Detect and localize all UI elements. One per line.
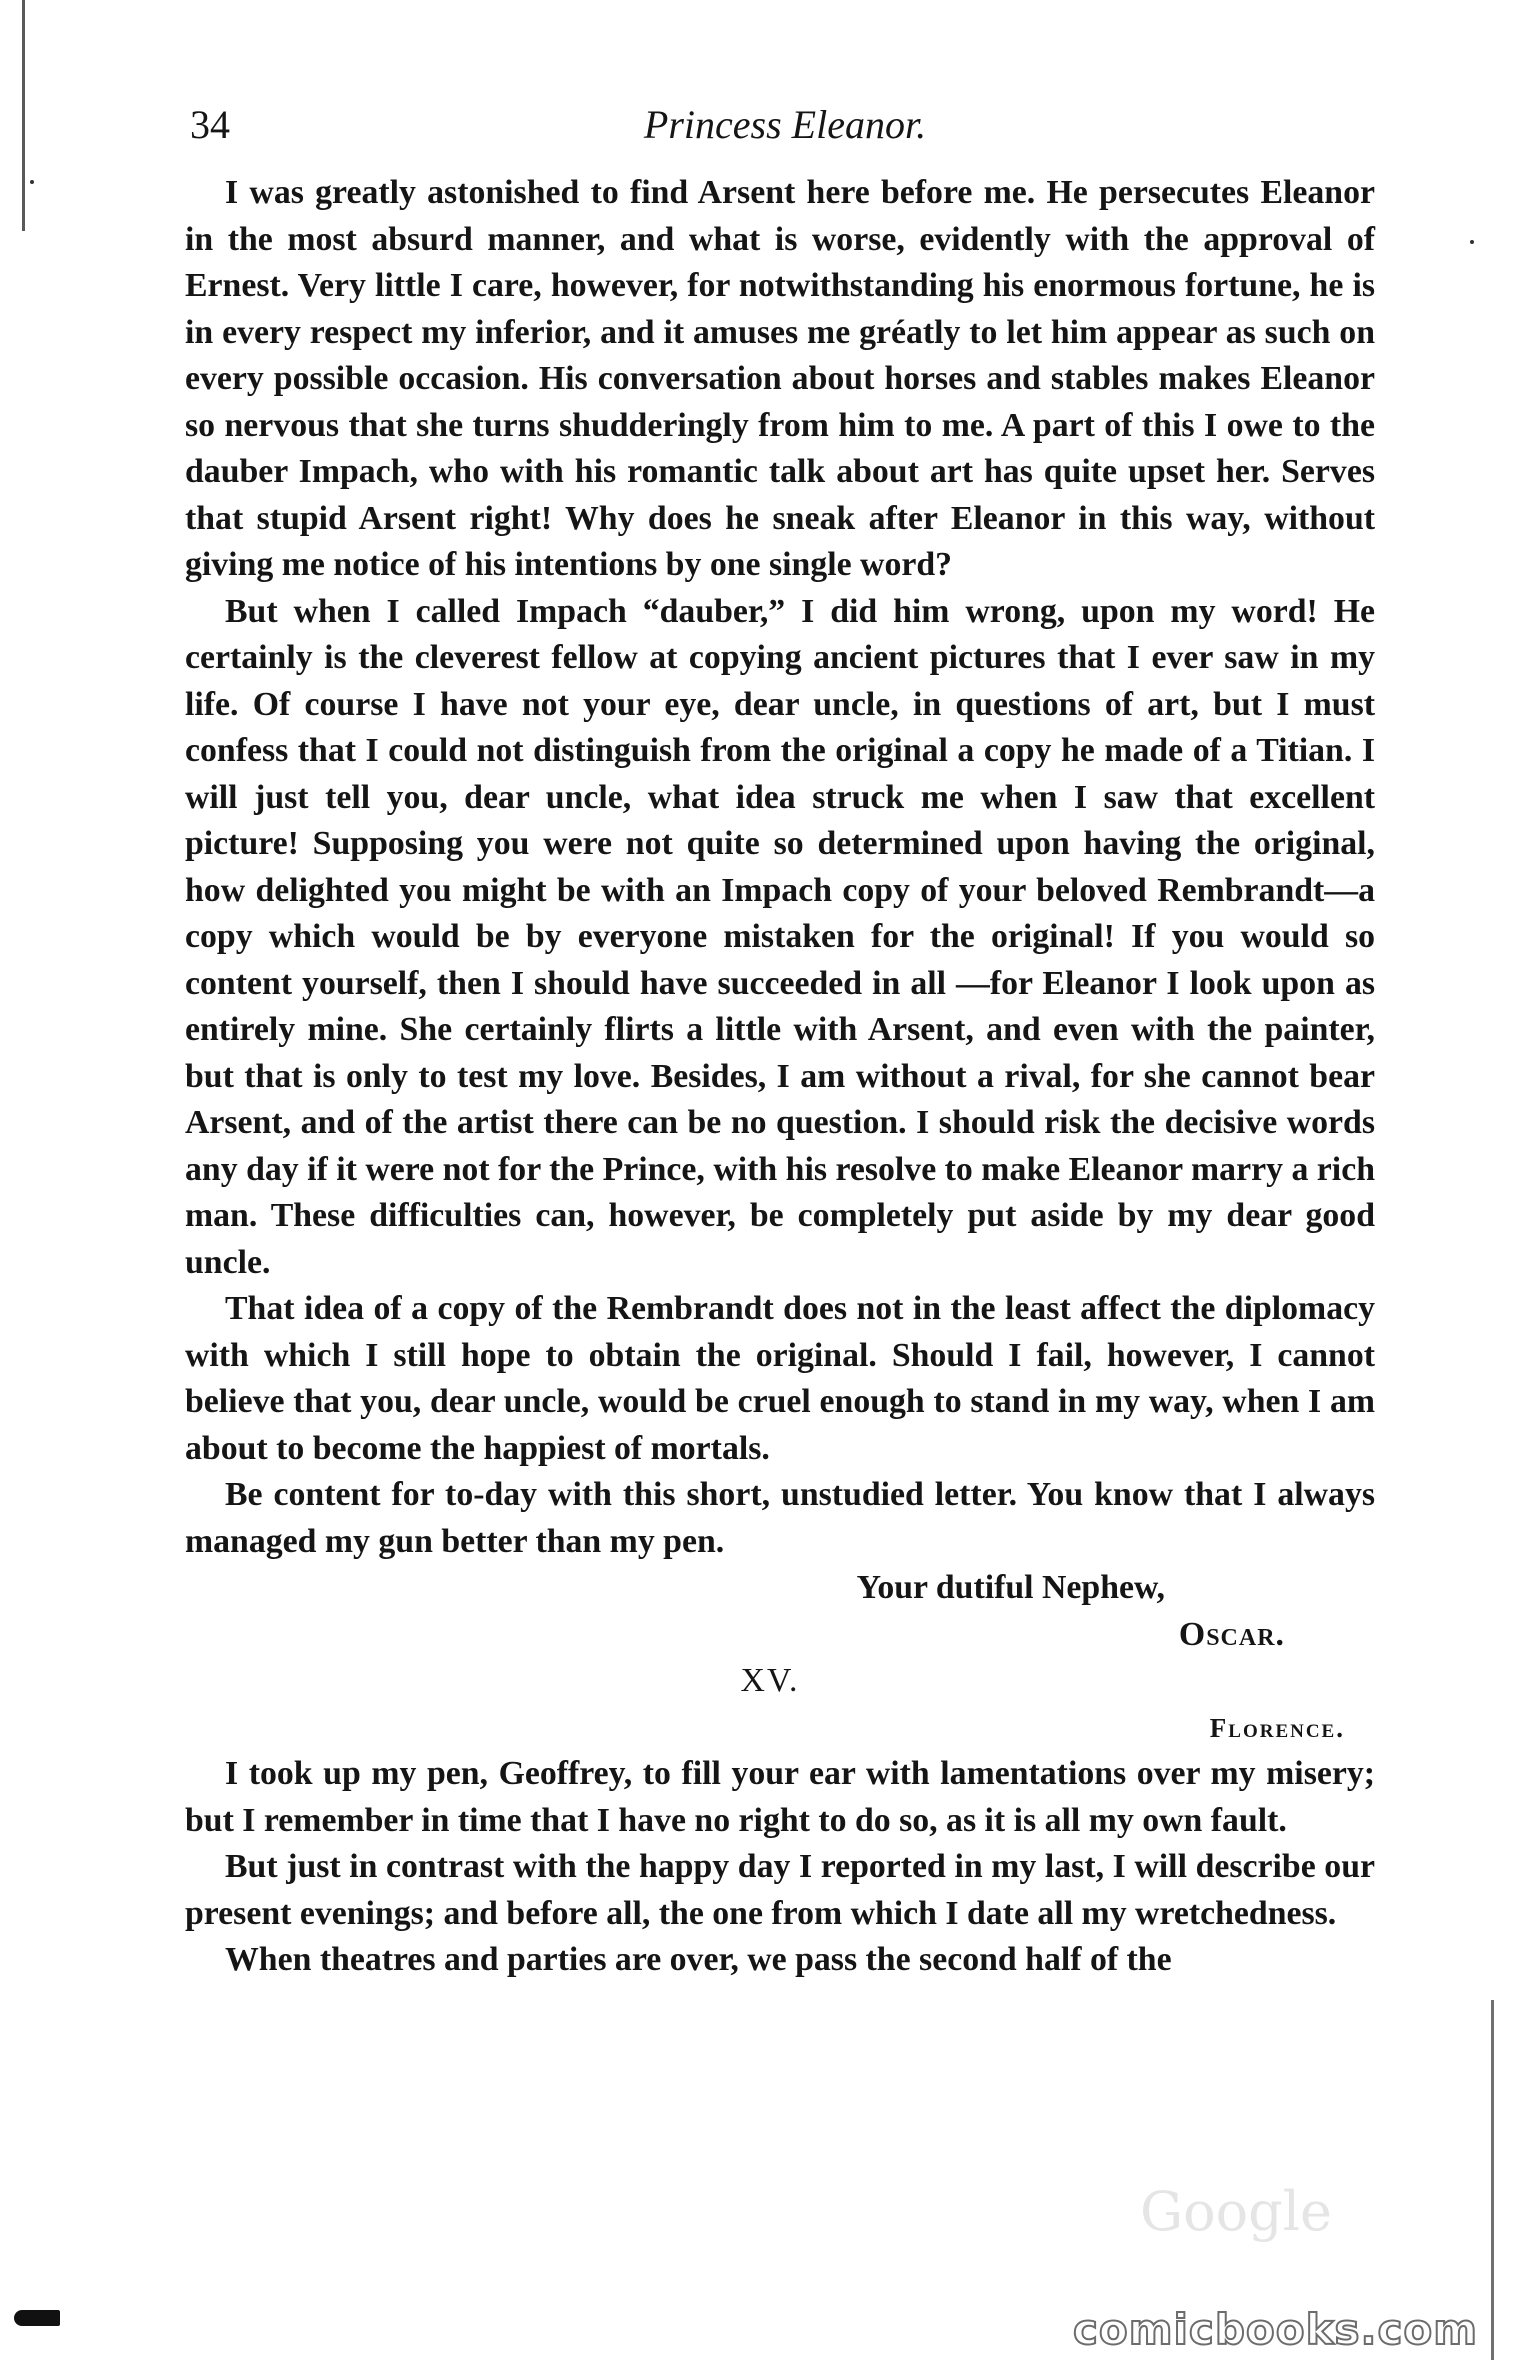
scan-speck bbox=[1470, 240, 1474, 244]
page-header bbox=[190, 95, 1380, 155]
paragraph: Be content for to-day with this short, unstudied letter. You know that I always managed my gun better than my pen. bbox=[185, 1476, 1375, 1560]
section-heading: XV. bbox=[740, 1662, 800, 1699]
paragraph: That idea of a copy of the Rembrandt does not in the least affect the diplomacy with which I still hope to obtain the original. Should I fail, however, I cannot believe that you, dear uncle, would be cruel enough to stand in my way, when I am about to become the happiest of mortals. bbox=[185, 1290, 1375, 1467]
page-binding-edge bbox=[22, 0, 25, 330]
watermark: comicbooks.com bbox=[1073, 2305, 1478, 2354]
paragraph: But when I called Impach “dauber,” I did him wrong, upon my word! He certainly is the cleverest fellow at copying ancient pictures that I ever saw in my life. Of course I have not your eye, dear uncle, in questions of art, but I must confess that I could not distinguish from the original a copy he made of a Titian. I will just tell you, dear uncle, what idea struck me when I saw that excellent picture! Supposing you were not quite so determined upon having the original, how delighted you might be with an Impach copy of your beloved Rembrandt—a copy which would be by everyone mistaken for the original! If you would so content yourself, then I should have succeeded in all —for Eleanor I look upon as entirely mine. She certainly flirts a little with Arsent, and even with the painter, but that is only to test my love. Besides, I am without a rival, for she cannot bear Arsent, and of the artist there can be no question. I should risk the decisive words any day if it were not for the Prince, with his resolve to make Eleanor marry a rich man. These difficulties can, however, be completely put aside by my dear good uncle. bbox=[185, 592, 1375, 1281]
paragraph: I took up my pen, Geoffrey, to fill your ear with lamentations over my misery; but I remember in time that I have no right to do so, as it is all my own fault. bbox=[185, 1755, 1375, 1839]
letter-signature: Oscar. bbox=[1178, 1615, 1285, 1653]
paragraph: But just in contrast with the happy day I reported in my last, I will describe our present evenings; and before all, the one from which I date all my wretchedness. bbox=[185, 1848, 1375, 1932]
body-text bbox=[185, 170, 1375, 1984]
scan-stamp-logo: Google bbox=[1140, 2180, 1332, 2243]
running-title: Princess Eleanor. bbox=[643, 102, 927, 147]
scan-speck bbox=[30, 180, 34, 184]
page-right-edge bbox=[1491, 2000, 1494, 2360]
letter-place: Florence. bbox=[1209, 1712, 1345, 1743]
page-number: 34 bbox=[190, 102, 230, 147]
paragraph: When theatres and parties are over, we pass the second half of the bbox=[225, 1941, 1172, 1978]
page-corner-mark bbox=[14, 2310, 60, 2326]
letter-closing: Your dutiful Nephew, bbox=[856, 1569, 1165, 1606]
paragraph: I was greatly astonished to find Arsent here before me. He persecutes Eleanor in the most absurd manner, and what is worse, evidently with the approval of Ernest. Very little I care, however, for notwithstanding his enormous fortune, he is in every respect my inferior, and it amuses me gréatly to let him appear as such on every possible occasion. His conversation about horses and stables makes Eleanor so nervous that she turns shudderingly from him to me. A part of this I owe to the dauber Impach, who with his romantic talk about art has quite upset her. Serves that stupid Arsent right! Why does he sneak after Eleanor in this way, without giving me notice of his intentions by one single word? bbox=[185, 174, 1375, 583]
